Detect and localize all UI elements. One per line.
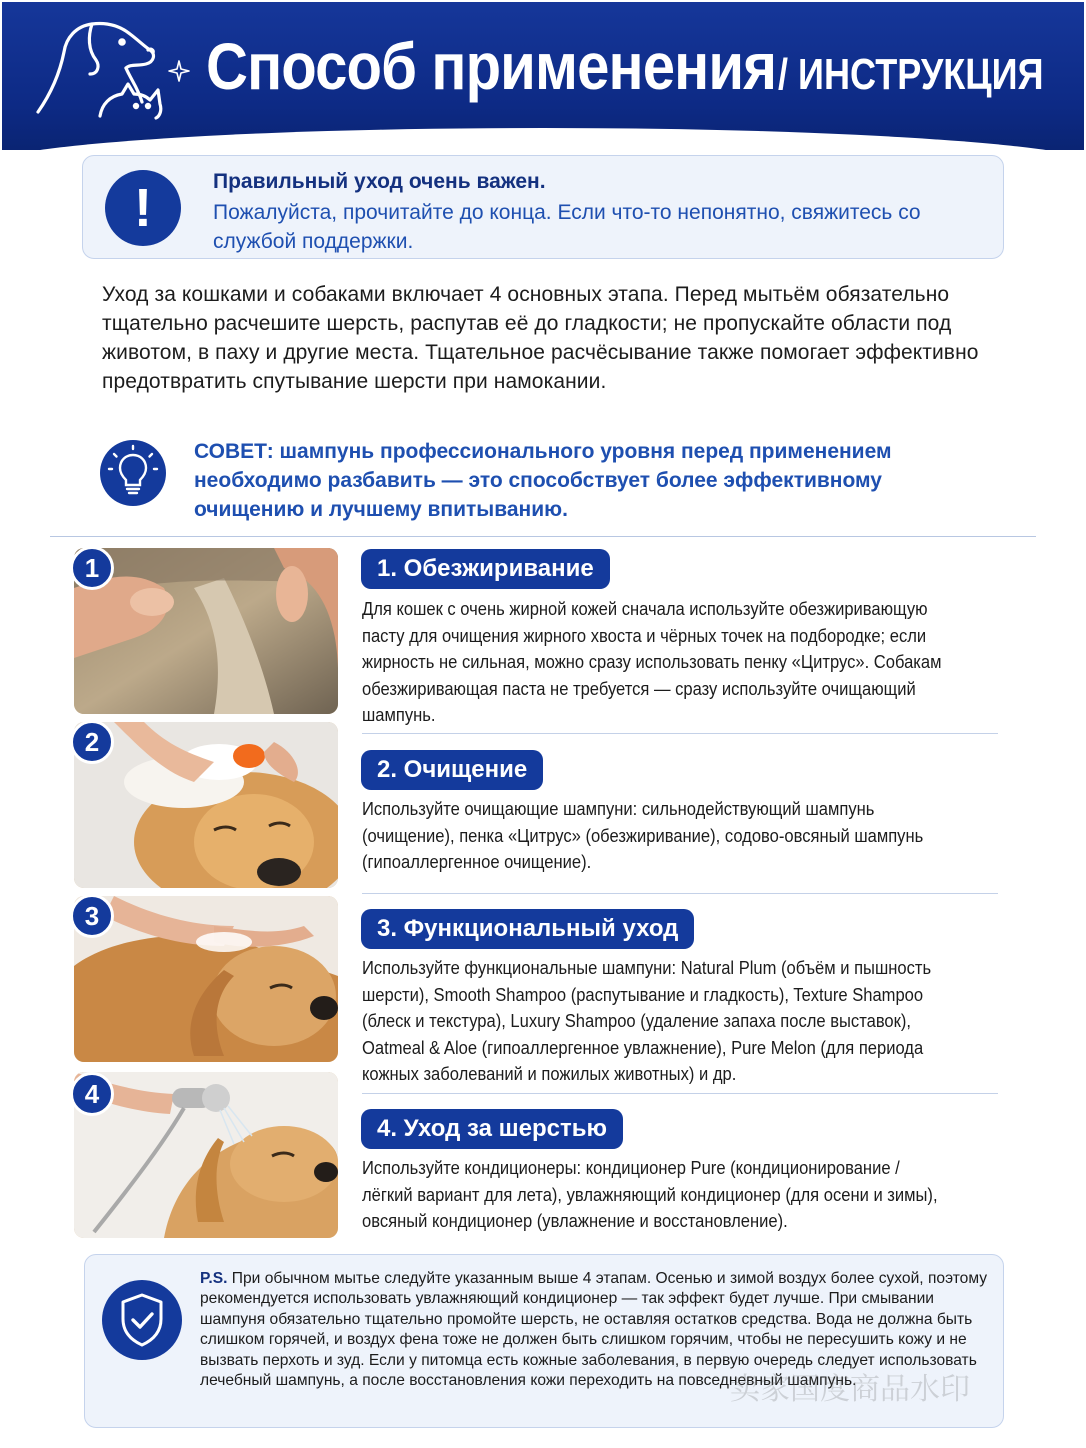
step-number-2: 2 xyxy=(70,720,114,764)
notice-title: Правильный уход очень важен. xyxy=(213,170,546,193)
step-divider-3 xyxy=(362,1093,998,1094)
step-divider-2 xyxy=(362,893,998,894)
step-title-2: 2. Очищение xyxy=(361,750,543,790)
page-title: Способ применения xyxy=(206,29,777,103)
section-divider xyxy=(50,536,1036,537)
lightbulb-icon xyxy=(100,440,166,506)
step-divider-1 xyxy=(362,733,998,734)
exclamation-icon xyxy=(105,170,181,246)
step-text-4: Используйте кондиционеры: кондиционер Pure (кондиционирование / лёгкий вариант для лета), увлажняющий кондиционер (для осени и зимы), овсяный кондиционер (увлажнение и восстановление). xyxy=(362,1158,938,1231)
step-title-1: 1. Обезжиривание xyxy=(361,549,610,589)
tip-text: СОВЕТ: шампунь профессионального уровня перед применением необходимо разбавить — это способствует более эффективному очищению и лучшему впитыванию. xyxy=(194,440,892,521)
ps-label: P.S. xyxy=(200,1270,228,1287)
dog-massage-photo xyxy=(74,896,338,1062)
step-text-3: Используйте функциональные шампуни: Natural Plum (объём и пышность шерсти), Smooth Shampoo (распутывание и гладкость), Texture Shampoo (блеск и текстура), Luxury Shampoo (удаление запаха после выставок), Oatmeal & Aloe (гипоаллергенное увлажнение), Pure Melon (для периода кожных заболеваний и пожилых животных) и др. xyxy=(362,958,932,1084)
fur-parting-photo xyxy=(74,548,338,714)
step-text-2: Используйте очищающие шампуни: сильнодействующий шампунь (очищение), пенка «Цитрус» (обезжиривание), содово-овсяный шампунь (гипоаллергенное очищение). xyxy=(362,799,924,872)
step-number-1: 1 xyxy=(70,546,114,590)
watermark: 卖家国度商品水印 xyxy=(730,1372,970,1407)
header-banner xyxy=(0,0,1086,150)
sparkle-icon xyxy=(168,60,190,82)
step-title-3: 3. Функциональный уход xyxy=(361,909,694,949)
step-number-3: 3 xyxy=(70,894,114,938)
ps-text: При обычном мытье следуйте указанным выше 4 этапам. Осенью и зимой воздух более сухой, поэтому рекомендуется использовать увлажняющий кондиционер — так эффект будет лучше. При смывании шампуня обязательно тщательно промойте шерсть, не оставляя остатков средства. Вода не должна быть слишком горячей, и воздух фена тоже не должен быть слишком горячим, чтобы не пересушить кожу и не вызвать перхоть и зуд. Если у питомца есть кожные заболевания, в первую очередь следует использовать лечебный шампунь, а после восстановления кожи переходить на повседневный шампунь. xyxy=(200,1270,988,1390)
page-subtitle: / ИНСТРУКЦИЯ xyxy=(778,50,1044,99)
step-number-4: 4 xyxy=(70,1072,114,1116)
notice-panel xyxy=(82,155,1004,259)
header-curve xyxy=(0,128,1086,150)
notice-text: Пожалуйста, прочитайте до конца. Если что-то непонятно, свяжитесь со службой поддержки. xyxy=(213,201,921,253)
step-title-4: 4. Уход за шерстью xyxy=(361,1109,623,1149)
exclamation-glyph: ! xyxy=(134,178,152,238)
dog-lathering-photo xyxy=(74,722,338,888)
intro-paragraph: Уход за кошками и собаками включает 4 основных этапа. Перед мытьём обязательно тщательно расчешите шерсть, распутав её до гладкости; не пропускайте области под животом, в паху и другие места. Тщательное расчёсывание также помогает эффективно предотвратить спутывание шерсти при намокании. xyxy=(102,283,979,393)
shield-check-icon xyxy=(101,1279,183,1361)
step-text-1: Для кошек с очень жирной кожей сначала используйте обезжиривающую пасту для очищения жирного хвоста и чёрных точек на подбородке; если жирность не сильная, можно сразу использовать пенку «Цитрус». Собакам обезжиривающая паста не требуется — сразу используйте очищающий шампунь. xyxy=(362,599,942,725)
dog-cat-icon xyxy=(30,12,170,124)
